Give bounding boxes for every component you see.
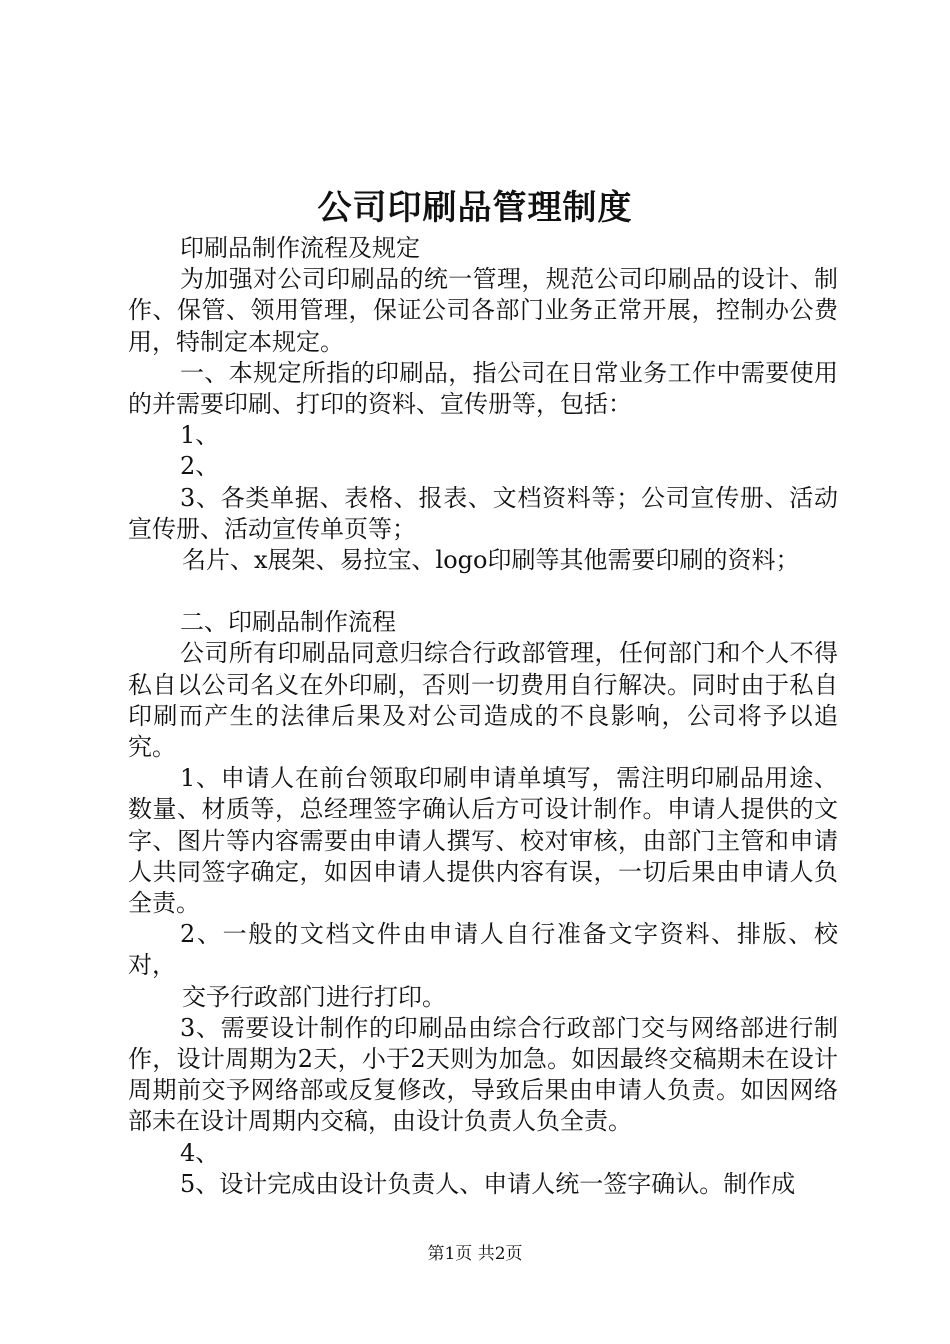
list-item-2: 2、 xyxy=(180,452,220,481)
page-footer: 第1页 共2页 xyxy=(427,1244,523,1264)
procedure-item-3: 3、需要设计制作的印刷品由综合行政部门交与网络部进行制作，设计周期为2天，小于2天则为加急。如因最终交稿期未在设计周期前交予网络部或反复修改，导致后果由申请人负责。如因网络部未在设计周期内交稿，由设计负责人负全责。 xyxy=(128,1013,838,1136)
document-body xyxy=(128,233,838,1200)
procedure-item-2: 2、一般的文档文件由申请人自行准备文字资料、排版、校对， xyxy=(128,920,838,980)
paragraph-print-handoff: 交予行政部门进行打印。 xyxy=(182,982,446,1011)
paragraph-subtitle: 印刷品制作流程及规定 xyxy=(180,234,420,262)
paragraph-section-one: 一、本规定所指的印刷品，指公司在日常业务工作中需要使用的并需要印刷、打印的资料、宣传册等，包括： xyxy=(128,358,838,419)
list-item-3: 3、各类单据、表格、报表、文档资料等；公司宣传册、活动宣传册、活动宣传单页等； xyxy=(128,483,838,543)
procedure-item-4: 4、 xyxy=(180,1138,220,1167)
document-title: 公司印刷品管理制度 xyxy=(317,188,633,228)
paragraph-purpose: 为加强对公司印刷品的统一管理，规范公司印刷品的设计、制作、保管、领用管理，保证公司各部门业务正常开展，控制办公费用，特制定本规定。 xyxy=(128,265,838,356)
paragraph-management: 公司所有印刷品同意归综合行政部管理，任何部门和个人不得私自以公司名义在外印刷，否则一切费用自行解决。同时由于私自印刷而产生的法律后果及对公司造成的不良影响，公司将予以追究。 xyxy=(128,639,838,762)
procedure-item-5: 5、设计完成由设计负责人、申请人统一签字确认。制作成 xyxy=(180,1169,796,1198)
procedure-item-1: 1、申请人在前台领取印刷申请单填写，需注明印刷品用途、数量、材质等，总经理签字确认后方可设计制作。申请人提供的文字、图片等内容需要由申请人撰写、校对审核，由部门主管和申请人共同签字确定，如因申请人提供内容有误，一切后果由申请人负全责。 xyxy=(128,764,838,918)
paragraph-section-two: 二、印刷品制作流程 xyxy=(180,608,396,637)
list-item-1: 1、 xyxy=(180,421,220,450)
paragraph-other-materials: 名片、x展架、易拉宝、logo印刷等其他需要印刷的资料； xyxy=(182,546,800,575)
